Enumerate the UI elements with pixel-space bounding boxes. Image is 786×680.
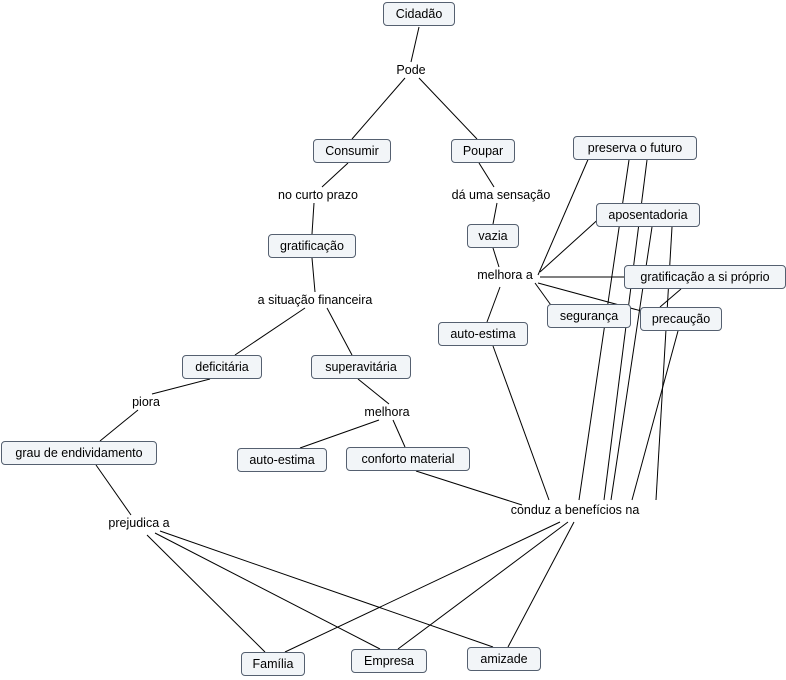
edge-line — [508, 522, 574, 647]
link-label-prejudica: prejudica a — [108, 515, 170, 530]
edge-line — [416, 471, 522, 505]
link-label-melhora2: melhora — [364, 404, 410, 419]
concept-node-vazia[interactable]: vazia — [467, 224, 519, 248]
concept-node-amizade[interactable]: amizade — [467, 647, 541, 671]
concept-node-deficitaria[interactable]: deficitária — [182, 355, 262, 379]
link-label-curto_prazo: no curto prazo — [278, 187, 358, 202]
link-label-melhora_a1: melhora a — [477, 267, 533, 282]
concept-node-seguranca[interactable]: segurança — [547, 304, 631, 328]
edge-line — [493, 346, 549, 500]
concept-node-familia[interactable]: Família — [241, 652, 305, 676]
link-label-sit_fin: a situação financeira — [257, 292, 373, 307]
concept-node-preserva[interactable]: preserva o futuro — [573, 136, 697, 160]
concept-node-gratif_si[interactable]: gratificação a si próprio — [624, 265, 786, 289]
edge-line — [235, 308, 305, 355]
concept-node-endividamento[interactable]: grau de endividamento — [1, 441, 157, 465]
concept-node-aposentadoria[interactable]: aposentadoria — [596, 203, 700, 227]
edge-line — [393, 420, 405, 447]
edge-line — [312, 258, 315, 292]
edge-line — [155, 533, 380, 649]
concept-node-poupar[interactable]: Poupar — [451, 139, 515, 163]
edge-line — [96, 465, 131, 515]
edge-line — [419, 78, 477, 139]
edge-line — [100, 410, 138, 441]
concept-node-autoestima1[interactable]: auto-estima — [438, 322, 528, 346]
link-label-sensacao: dá uma sensação — [451, 187, 551, 202]
edge-line — [493, 248, 499, 267]
edge-line — [152, 379, 210, 394]
concept-node-gratificacao[interactable]: gratificação — [268, 234, 356, 258]
concept-node-superavitaria[interactable]: superavitária — [311, 355, 411, 379]
link-label-pode: Pode — [396, 62, 426, 77]
concept-node-cidadao[interactable]: Cidadão — [383, 2, 455, 26]
edge-line — [493, 203, 497, 224]
edge-line — [398, 522, 568, 649]
edge-line — [327, 308, 352, 355]
edge-line — [411, 27, 419, 62]
edge-line — [160, 531, 493, 647]
edge-line — [487, 287, 500, 322]
concept-node-consumir[interactable]: Consumir — [313, 139, 391, 163]
edge-line — [479, 163, 494, 187]
link-label-conduz: conduz a benefícios na — [510, 502, 640, 517]
edge-line — [538, 148, 593, 275]
concept-node-conforto[interactable]: conforto material — [346, 447, 470, 471]
edge-line — [312, 203, 314, 234]
edge-line — [285, 522, 560, 652]
concept-node-empresa[interactable]: Empresa — [351, 649, 427, 673]
edge-line — [358, 379, 389, 404]
edge-line — [632, 331, 678, 500]
concept-node-precaucao[interactable]: precaução — [640, 307, 722, 331]
edge-line — [540, 215, 603, 272]
edge-line — [300, 420, 379, 448]
link-label-piora: piora — [132, 394, 160, 409]
concept-node-autoestima2[interactable]: auto-estima — [237, 448, 327, 472]
edge-line — [322, 163, 348, 187]
edge-line — [352, 78, 405, 139]
edge-line — [147, 535, 265, 652]
edge-line — [660, 289, 681, 307]
